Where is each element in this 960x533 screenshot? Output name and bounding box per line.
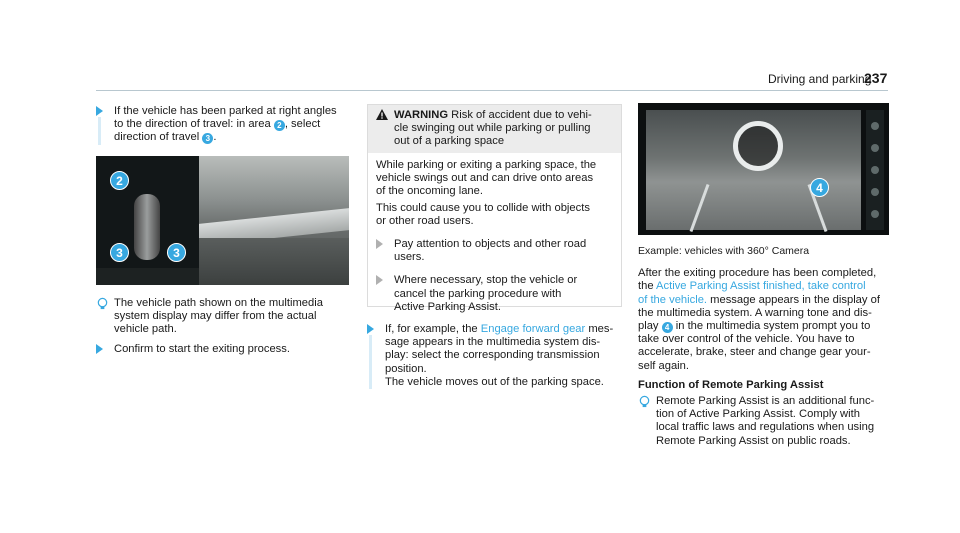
page-header-title: Driving and parking bbox=[768, 72, 872, 86]
callout-inline-4: 4 bbox=[662, 322, 673, 333]
callout-4: 4 bbox=[810, 178, 829, 197]
step-arrow-icon bbox=[367, 324, 374, 334]
warning-step-2: Where necessary, stop the vehicle or cancel the parking procedure with Active Parking Assist. bbox=[376, 274, 613, 314]
step-arrow-icon bbox=[376, 275, 383, 285]
note-vehicle-path: The vehicle path shown on the multimedia system display may differ from the actual vehicle path. bbox=[96, 297, 356, 337]
column-3-text: Example: vehicles with 360° Camera After the exiting procedure has been completed, the Active Parking Assist finished, take control of the vehicle. message appears in the display of the multimedia system. A warning tone and dis- play 4 in the multimedia system prompt you to take over control of the vehicle. You have to accelerate, brake, steer and change gear your- self again. Function of Remote Parking Assist Remote Parking Assist is an additional func- tion of Active Parking Assist. Comply with local traffic laws and regulations when using Remote Parking Assist on public roads. bbox=[638, 245, 893, 448]
lightbulb-icon bbox=[638, 395, 651, 408]
warning-body: While parking or exiting a parking space, the vehicle swings out and can drive onto areas of the oncoming lane. This could cause you to collide with objects or other road users. Pay attention to objects and other road users. Where necessary, stop the vehicle or cancel the parking procedure with Active Parking Assist. bbox=[368, 153, 621, 314]
lightbulb-icon bbox=[96, 297, 109, 310]
step-arrow-icon bbox=[96, 344, 103, 354]
road bbox=[199, 238, 349, 285]
warning-box bbox=[367, 104, 622, 313]
step-select-direction: If the vehicle has been parked at right angles to the direction of travel: in area 2 , select direction of travel 3 . bbox=[96, 105, 356, 145]
direction-bar bbox=[96, 268, 199, 285]
warning-step-1: Pay attention to objects and other road users. bbox=[376, 238, 613, 264]
callout-3-right: 3 bbox=[167, 243, 186, 262]
callout-2: 2 bbox=[110, 171, 129, 190]
page-number: 237 bbox=[864, 70, 888, 86]
finished-message: Active Parking Assist finished, take control bbox=[656, 280, 866, 293]
step-engage-gear: If, for example, the Engage forward gear mes- sage appears in the multimedia system dis- play: select the corresponding transmission position. The vehicle moves out of the parking space. bbox=[367, 323, 627, 389]
warning-label: WARNING bbox=[394, 109, 449, 121]
360-camera-screenshot bbox=[638, 103, 889, 235]
step-confirm: Confirm to start the exiting process. bbox=[96, 343, 356, 356]
steering-wheel-icon bbox=[733, 121, 783, 171]
step-arrow-icon bbox=[376, 239, 383, 249]
callout-inline-2: 2 bbox=[274, 120, 285, 131]
warning-header: WARNING Risk of accident due to vehi- cle swinging out while parking or pulling out of a parking space bbox=[368, 105, 621, 153]
callout-3-left: 3 bbox=[110, 243, 129, 262]
column-1 bbox=[96, 105, 356, 145]
image-caption: Example: vehicles with 360° Camera bbox=[638, 245, 810, 257]
parking-display-screenshot bbox=[96, 156, 349, 285]
note-remote-parking: Remote Parking Assist is an additional func- tion of Active Parking Assist. Comply with local traffic laws and regulations when using Remote Parking Assist on public roads. bbox=[638, 395, 893, 448]
engage-forward-gear-message: Engage forward gear bbox=[480, 323, 586, 335]
callout-inline-3: 3 bbox=[202, 133, 213, 144]
warning-triangle-icon bbox=[376, 109, 388, 120]
step-arrow-icon bbox=[96, 106, 103, 116]
header-rule bbox=[96, 90, 888, 91]
section-heading: Function of Remote Parking Assist bbox=[638, 378, 824, 391]
vehicle-icon bbox=[134, 194, 160, 260]
camera-sidebar bbox=[866, 110, 884, 230]
